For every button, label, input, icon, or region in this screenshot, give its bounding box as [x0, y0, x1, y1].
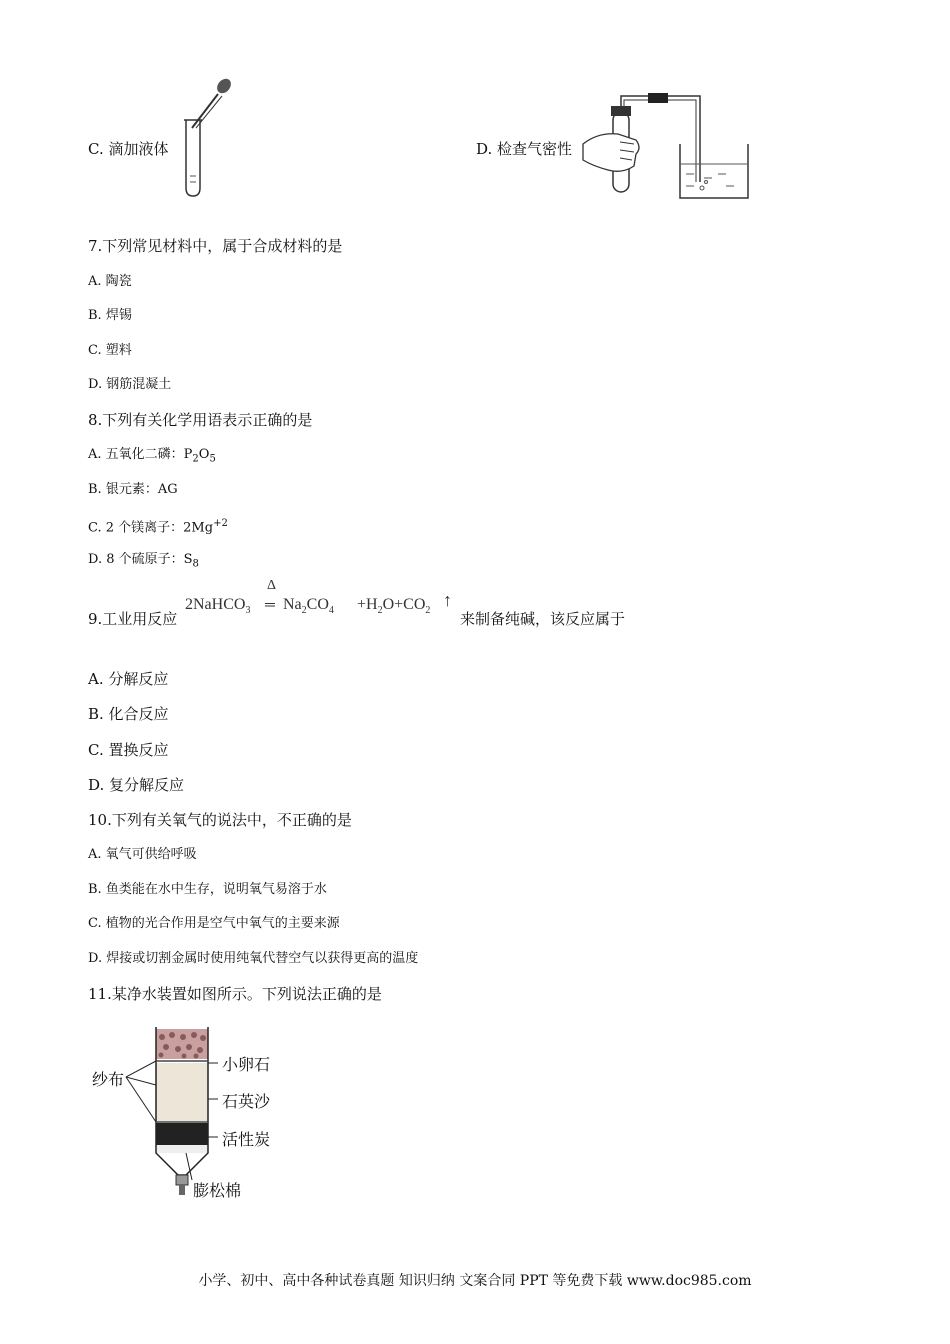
q8-stem: 8.下列有关化学用语表示正确的是: [88, 411, 313, 429]
subscript: 2: [192, 453, 199, 465]
q10-option-a: A. 氧气可供给呼吸: [88, 847, 197, 862]
q7-stem: 7.下列常见材料中，属于合成材料的是: [88, 237, 343, 255]
subscript: 5: [209, 453, 216, 465]
superscript: +2: [213, 518, 228, 529]
delta-symbol: Δ: [267, 578, 277, 593]
formula-p: P: [183, 447, 193, 462]
q9-prefix: 9.工业用反应: [88, 610, 178, 628]
q8-option-c: [88, 514, 228, 538]
subscript: 8: [192, 558, 199, 570]
equals-sign: ═: [265, 598, 275, 613]
q9-option-b: B. 化合反应: [88, 705, 169, 723]
q10-option-c: C. 植物的光合作用是空气中氧气的主要来源: [88, 916, 340, 931]
q9-suffix: 来制备纯碱，该反应属于: [460, 610, 626, 628]
gas-arrow: ↑: [443, 590, 452, 610]
q7-option-a: A. 陶瓷: [88, 274, 132, 289]
q11-stem: 11.某净水装置如图所示。下列说法正确的是: [88, 985, 382, 1003]
q10-stem: 10.下列有关氧气的说法中，不正确的是: [88, 811, 352, 829]
q8-option-a-text: A. 五氧化二磷：: [88, 447, 184, 462]
q7-option-b: B. 焊锡: [88, 308, 132, 323]
airtightness-check-illustration: [578, 82, 758, 202]
q6-option-d: D. 检查气密性: [476, 140, 573, 158]
q8-option-b: B. 银元素：AG: [88, 482, 178, 497]
water-filter-diagram: [88, 1025, 288, 1205]
q10-option-b: B. 鱼类能在水中生存，说明氧气易溶于水: [88, 882, 327, 897]
eq-reactant: 2NaHCO$_3$: [185, 596, 251, 617]
page-footer: 小学、初中、高中各种试卷真题 知识归纳 文案合同 PPT 等免费下载 www.doc985.com: [198, 1273, 752, 1289]
q9-option-d: D. 复分解反应: [88, 776, 185, 794]
pebble-label: 小卵石: [222, 1055, 271, 1074]
q6-option-c: C. 滴加液体: [88, 140, 169, 158]
formula-o: O: [198, 447, 210, 462]
cotton-label: 膨松棉: [193, 1181, 242, 1200]
q7-option-c: C. 塑料: [88, 343, 132, 358]
q8-option-c-text: C. 2 个镁离子：2Mg: [88, 520, 214, 536]
eq-product-2: $+H_2O+CO_2$: [357, 596, 431, 617]
q8-option-d-text: D. 8 个硫原子：S: [88, 552, 193, 567]
gauze-label: 纱布: [92, 1070, 125, 1089]
dropper-test-tube-illustration: [178, 76, 238, 198]
carbon-label: 活性炭: [222, 1130, 271, 1149]
q10-option-d: D. 焊接或切割金属时使用纯氧代替空气以获得更高的温度: [88, 951, 419, 966]
q7-option-d: D. 钢筋混凝土: [88, 377, 172, 392]
q9-option-a: A. 分解反应: [88, 670, 169, 688]
q8-option-d: [88, 550, 199, 575]
q8-option-a: [88, 445, 216, 470]
eq-product-1: $Na_2CO_4$: [283, 596, 334, 617]
q9-option-c: C. 置换反应: [88, 741, 169, 759]
sand-label: 石英沙: [222, 1092, 271, 1111]
